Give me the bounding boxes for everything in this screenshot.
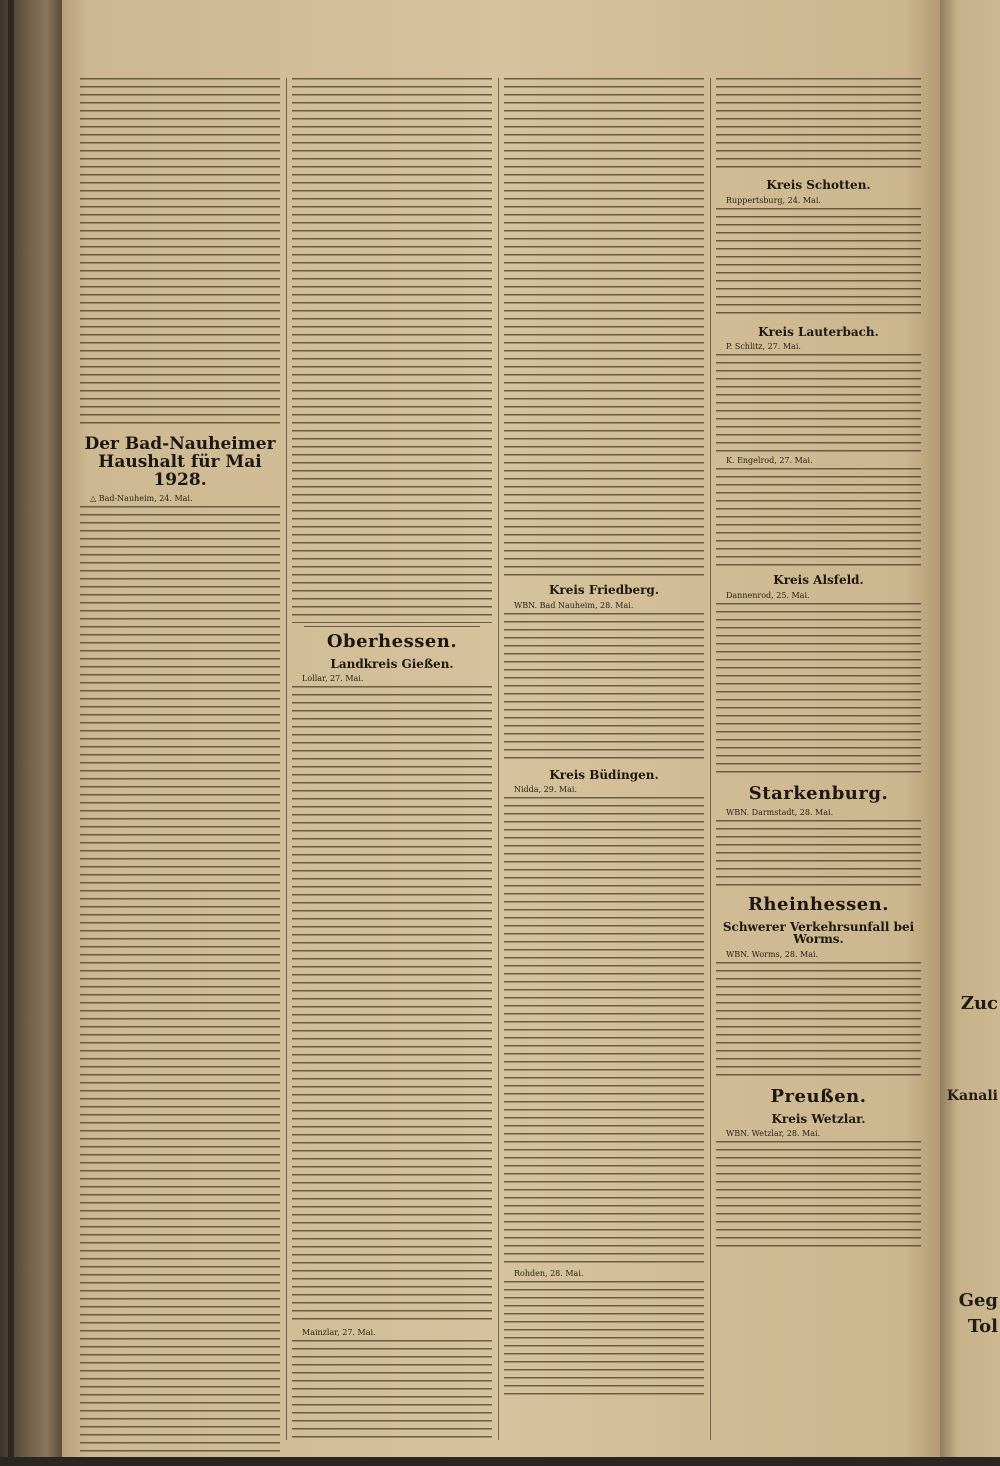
heading-kreis-wetzlar: Kreis Wetzlar. — [771, 1111, 866, 1126]
dateline: △ Bad-Nauheim, 24. Mai. — [90, 493, 193, 503]
dateline: Ruppertsburg, 24. Mai. — [726, 195, 821, 205]
body-text — [716, 820, 921, 890]
dateline: Mainzlar, 27. Mai. — [302, 1328, 376, 1338]
column-3 — [504, 78, 704, 1440]
dateline: WBN. Wetzlar, 28. Mai. — [726, 1129, 821, 1139]
section-rule — [304, 626, 480, 627]
column-1 — [80, 78, 280, 1440]
headline-bad-nauheim-haushalt: Der Bad-Nauheimer Haushalt für Mai 1928. — [84, 434, 276, 490]
body-text — [716, 468, 921, 568]
body-text — [80, 78, 280, 428]
body-text — [716, 962, 921, 1082]
column-rule — [498, 78, 499, 1440]
dateline: K. Engelrod, 27. Mai. — [726, 456, 813, 466]
adjacent-page-fragment: Kanali — [946, 1088, 998, 1104]
heading-landkreis-giessen: Landkreis Gießen. — [330, 656, 454, 671]
dateline: Rohden, 28. Mai. — [514, 1269, 584, 1279]
body-text — [504, 1281, 704, 1401]
binding-stripe — [8, 0, 14, 1457]
heading-verkehrsunfall-worms: Schwerer Verkehrsunfall bei Worms. — [722, 919, 915, 947]
body-text — [292, 78, 492, 623]
section-preussen: Preußen. — [770, 1085, 867, 1107]
dateline: Dannenrod, 25. Mai. — [726, 590, 810, 600]
dateline: P. Schlitz, 27. Mai. — [726, 342, 801, 352]
column-2 — [292, 78, 492, 1440]
body-text — [716, 603, 921, 779]
column-4 — [716, 78, 921, 1440]
dateline: WBN. Bad Nauheim, 28. Mai. — [514, 600, 634, 610]
adjacent-page-edge — [940, 0, 1000, 1457]
dateline: WBN. Darmstadt, 28. Mai. — [726, 807, 834, 817]
heading-kreis-friedberg: Kreis Friedberg. — [548, 583, 659, 597]
newspaper-page — [62, 0, 940, 1457]
body-text — [716, 354, 921, 454]
heading-kreis-buedingen: Kreis Büdingen. — [549, 767, 659, 782]
book-binding — [0, 0, 62, 1457]
body-text — [80, 506, 280, 1466]
adjacent-page-fragment: Geg — [958, 1290, 998, 1311]
body-text — [504, 797, 704, 1267]
section-oberhessen: Oberhessen. — [326, 631, 458, 652]
body-text — [292, 1340, 492, 1440]
column-rule — [710, 78, 711, 1440]
heading-kreis-alsfeld: Kreis Alsfeld. — [773, 573, 864, 588]
heading-kreis-lauterbach: Kreis Lauterbach. — [758, 324, 879, 339]
section-rheinhessen: Rheinhessen. — [747, 893, 890, 915]
dateline: Lollar, 27. Mai. — [302, 674, 364, 684]
dateline: Nidda, 29. Mai. — [514, 785, 577, 795]
body-text — [292, 686, 492, 1326]
section-starkenburg: Starkenburg. — [748, 782, 889, 804]
adjacent-page-fragment: Zuc — [960, 993, 998, 1014]
adjacent-page-fragment: Tol — [967, 1316, 998, 1337]
body-text — [504, 613, 704, 763]
body-text — [716, 1141, 921, 1251]
body-text — [504, 78, 704, 578]
body-text — [716, 78, 921, 173]
heading-kreis-schotten: Kreis Schotten. — [766, 178, 871, 192]
dateline: WBN. Worms, 28. Mai. — [726, 949, 819, 959]
column-rule — [286, 78, 287, 1440]
body-text — [716, 208, 921, 320]
